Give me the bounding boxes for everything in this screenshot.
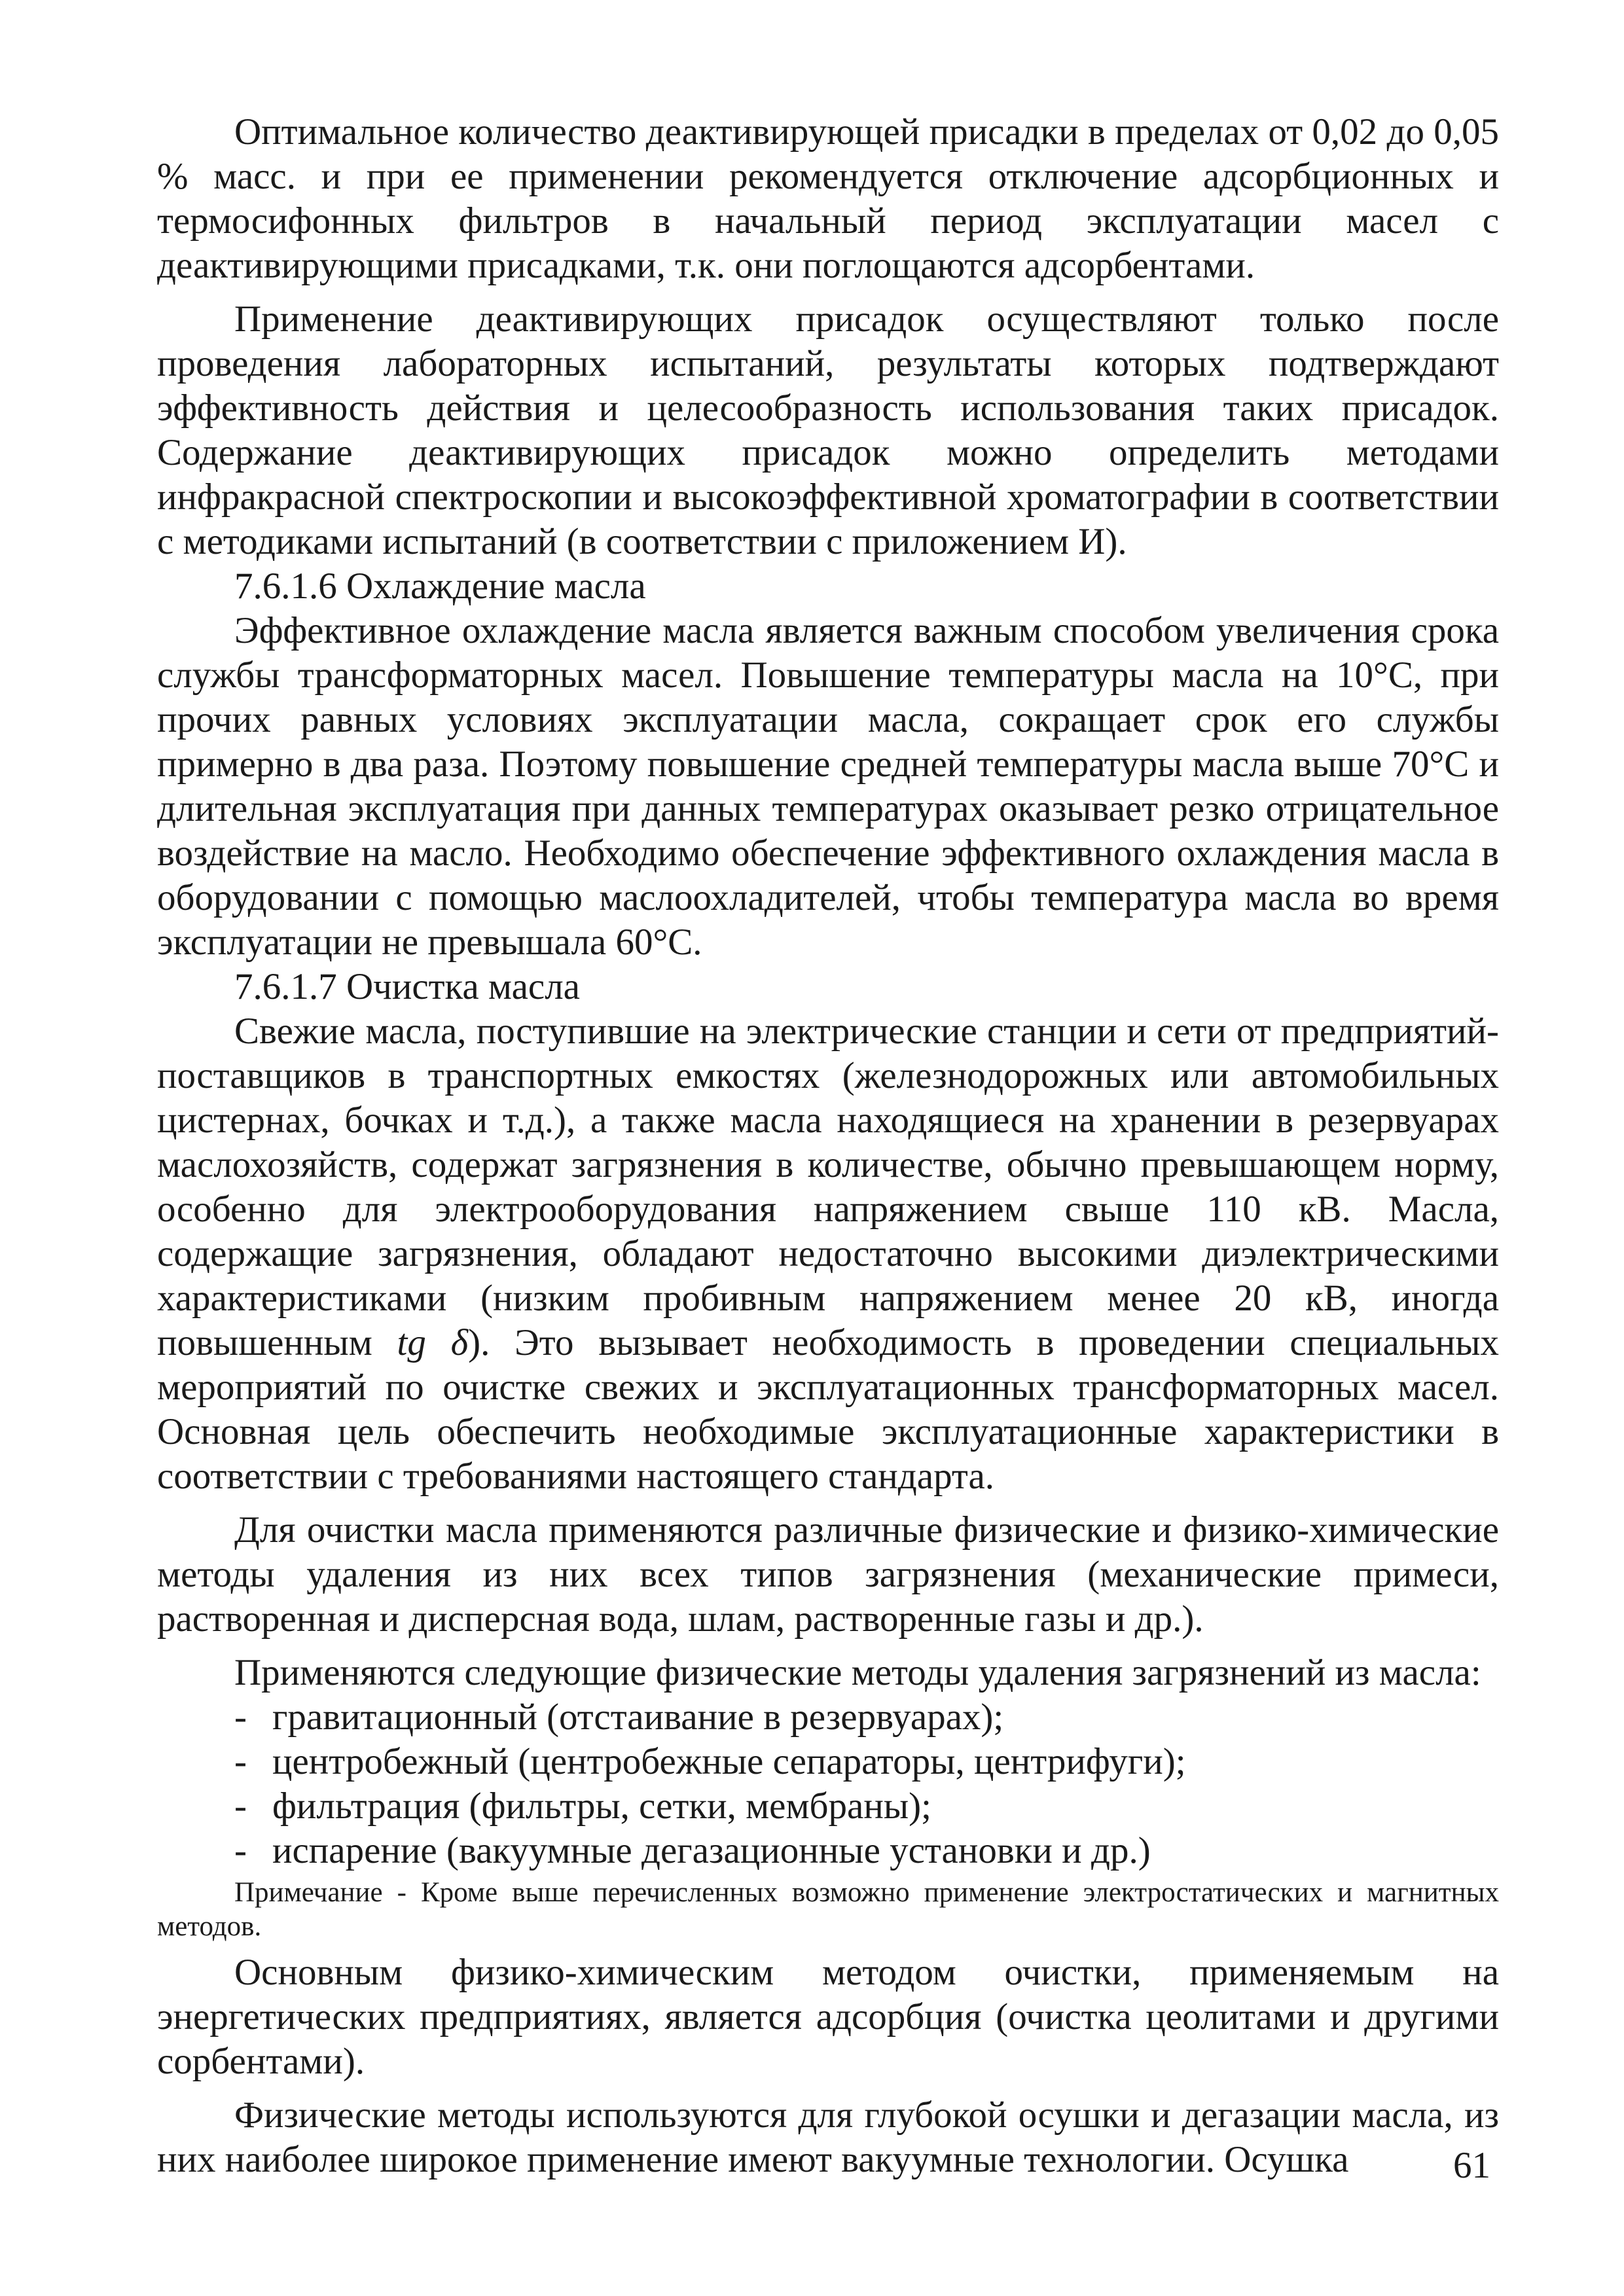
paragraph-fresh-oils-part1: Свежие масла, поступившие на электрические станции и сети от предприятий-поставщиков в транспортных емкостях (железнодорожных или автомобильных цистернах, бочках и т.д.), а также масла находящиеся на хранении в резервуарах маслохозяйств, содержат загрязнения в количестве, обычно превышающем норму, особенно для электрооборудования напряжением свыше 110 кВ. Масла, содержащие загрязнения, обладают недостаточно высокими диэлектрическими характеристиками (низким пробивным напряжением менее 20 кВ, иногда повышенным [157,1011,1499,1363]
paragraph-additive-application: Применение деактивирующих присадок осуществляют только после проведения лабораторных испытаний, результаты которых подтверждают эффективность действия и целесообразность использования таких присадок. Содержание деактивирующих присадок можно определить методами инфракрасной спектроскопии и высокоэффективной хроматографии в соответствии с методиками испытаний (в соответствии с приложением И). [157,298,1499,562]
paragraph-fresh-oils-part2: ). Это вызывает необходимость в проведении специальных мероприятий по очистке свежих и эксплуатационных трансформаторных масел. Основная цель обеспечить необходимые эксплуатационные характеристики в соответствии с требованиями настоящего стандарта. [157,1322,1499,1497]
list-item: - гравитационный (отстаивание в резервуарах); [157,1695,1499,1740]
page-content [157,110,1499,2182]
paragraph-cleaning-methods: Для очистки масла применяются различные физические и физико-химические методы удаления из них всех типов загрязнения (механические примеси, растворенная и дисперсная вода, шлам, растворенные газы и др.). [157,1509,1499,1640]
section-heading-oil-cooling: 7.6.1.6 Охлаждение масла [234,565,646,607]
note-text: Примечание - Кроме выше перечисленных возможно применение электростатических и магнитных методов. [157,1877,1499,1942]
list-item: - фильтрация (фильтры, сетки, мембраны); [157,1784,1499,1829]
paragraph-physical-methods-intro: Применяются следующие физические методы удаления загрязнений из масла: [234,1652,1481,1693]
list-item: - центробежный (центробежные сепараторы, центрифуги); [157,1740,1499,1784]
paragraph-additive-quantity: Оптимальное количество деактивирующей присадки в пределах от 0,02 до 0,05 % масс. и при ее применении рекомендуется отключение адсорбционных и термосифонных фильтров в начальный период эксплуатации масел с деактивирующими присадками, т.к. они поглощаются адсорбентами. [157,111,1499,286]
section-heading-oil-cleaning: 7.6.1.7 Очистка масла [234,966,580,1007]
paragraph-fresh-oils [157,1009,1499,1499]
list-dash: - [234,1741,247,1782]
physical-methods-list [157,1695,1499,1873]
list-dash: - [234,1785,247,1827]
list-dash: - [234,1696,247,1738]
paragraph-vacuum-technologies: Физические методы используются для глубокой осушки и дегазации масла, из них наиболее широкое применение имеют вакуумные технологии. Осушка [157,2094,1499,2180]
list-item: - испарение (вакуумные дегазационные установки и др.) [157,1829,1499,1873]
list-dash: - [234,1830,247,1871]
page-number: 61 [1453,2145,1490,2186]
paragraph-adsorption: Основным физико-химическим методом очистки, применяемым на энергетических предприятиях, является адсорбция (очистка цеолитами и другими сорбентами). [157,1952,1499,2082]
tg-delta-symbol: tg δ [397,1322,469,1363]
paragraph-oil-cooling: Эффективное охлаждение масла является важным способом увеличения срока службы трансформаторных масел. Повышение температуры масла на 10°С, при прочих равных условиях эксплуатации масла, сокращает срок его службы примерно в два раза. Поэтому повышение средней температуры масла выше 70°С и длительная эксплуатация при данных температурах оказывает резко отрицательное воздействие на масло. Необходимо обеспечение эффективного охлаждения масла в оборудовании с помощью маслоохладителей, чтобы температура масла во время эксплуатации не превышала 60°С. [157,610,1499,963]
